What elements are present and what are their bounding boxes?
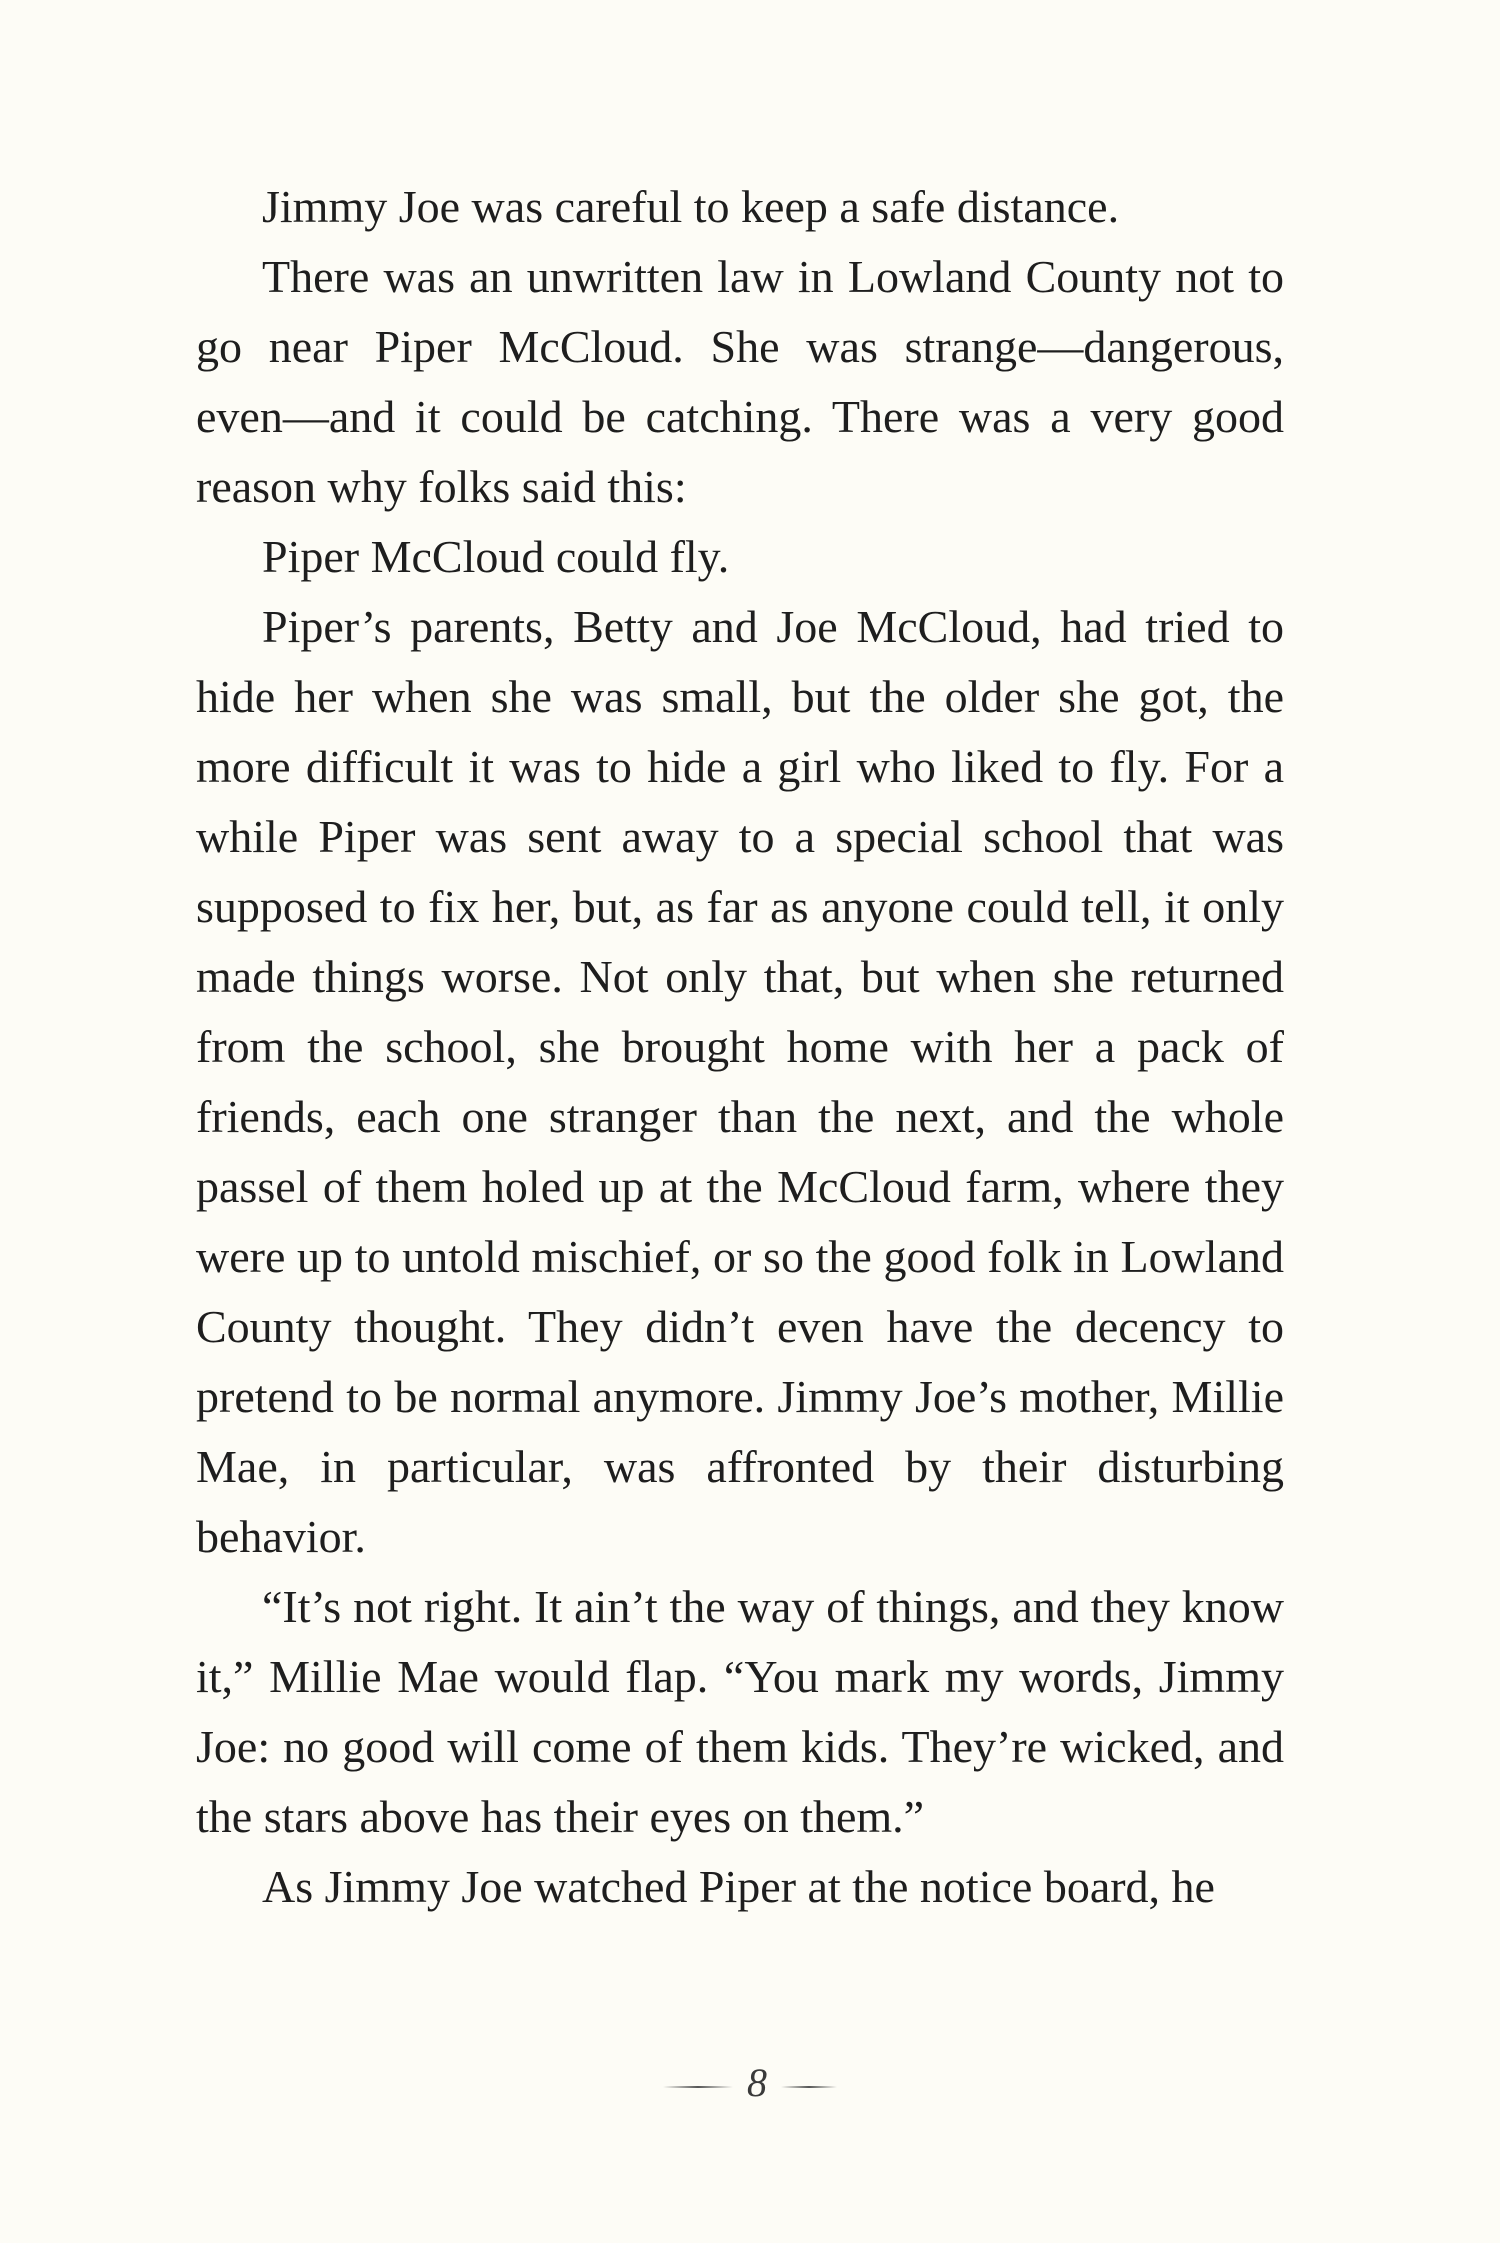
paragraph-5: “It’s not right. It ain’t the way of things, and they know it,” Millie Mae would flap. “You mark my words, Jimmy Joe: no good will come of them kids. They’re wicked, and the stars above has their eyes on them.” xyxy=(196,1581,1284,1842)
body-text xyxy=(196,172,1284,1922)
page-folio xyxy=(0,2058,1500,2108)
paragraph-4: Piper’s parents, Betty and Joe McCloud, had tried to hide her when she was small, but the older she got, the more difficult it was to hide a girl who liked to fly. For a while Piper was sent away to a special school that was supposed to fix her, but, as far as anyone could tell, it only made things worse. Not only that, but when she returned from the school, she brought home with her a pack of friends, each one stranger than the next, and the whole passel of them holed up at the McCloud farm, where they were up to untold mischief, or so the good folk in Lowland County thought. They didn’t even have the decency to pretend to be normal anymore. Jimmy Joe’s mother, Millie Mae, in particular, was affronted by their disturbing behavior. xyxy=(196,601,1284,1562)
paragraph-1: Jimmy Joe was careful to keep a safe distance. xyxy=(262,181,1120,232)
folio-right-ornament xyxy=(781,2086,837,2088)
paragraph-2: There was an unwritten law in Lowland County not to go near Piper McCloud. She was strange—dangerous, even—and it could be catching. There was a very good reason why folks said this: xyxy=(196,251,1284,512)
paragraph-3: Piper McCloud could fly. xyxy=(262,531,730,582)
paragraph-6: As Jimmy Joe watched Piper at the notice board, he xyxy=(262,1861,1215,1912)
folio-left-ornament xyxy=(663,2086,733,2088)
page-number: 8 xyxy=(747,2060,767,2105)
